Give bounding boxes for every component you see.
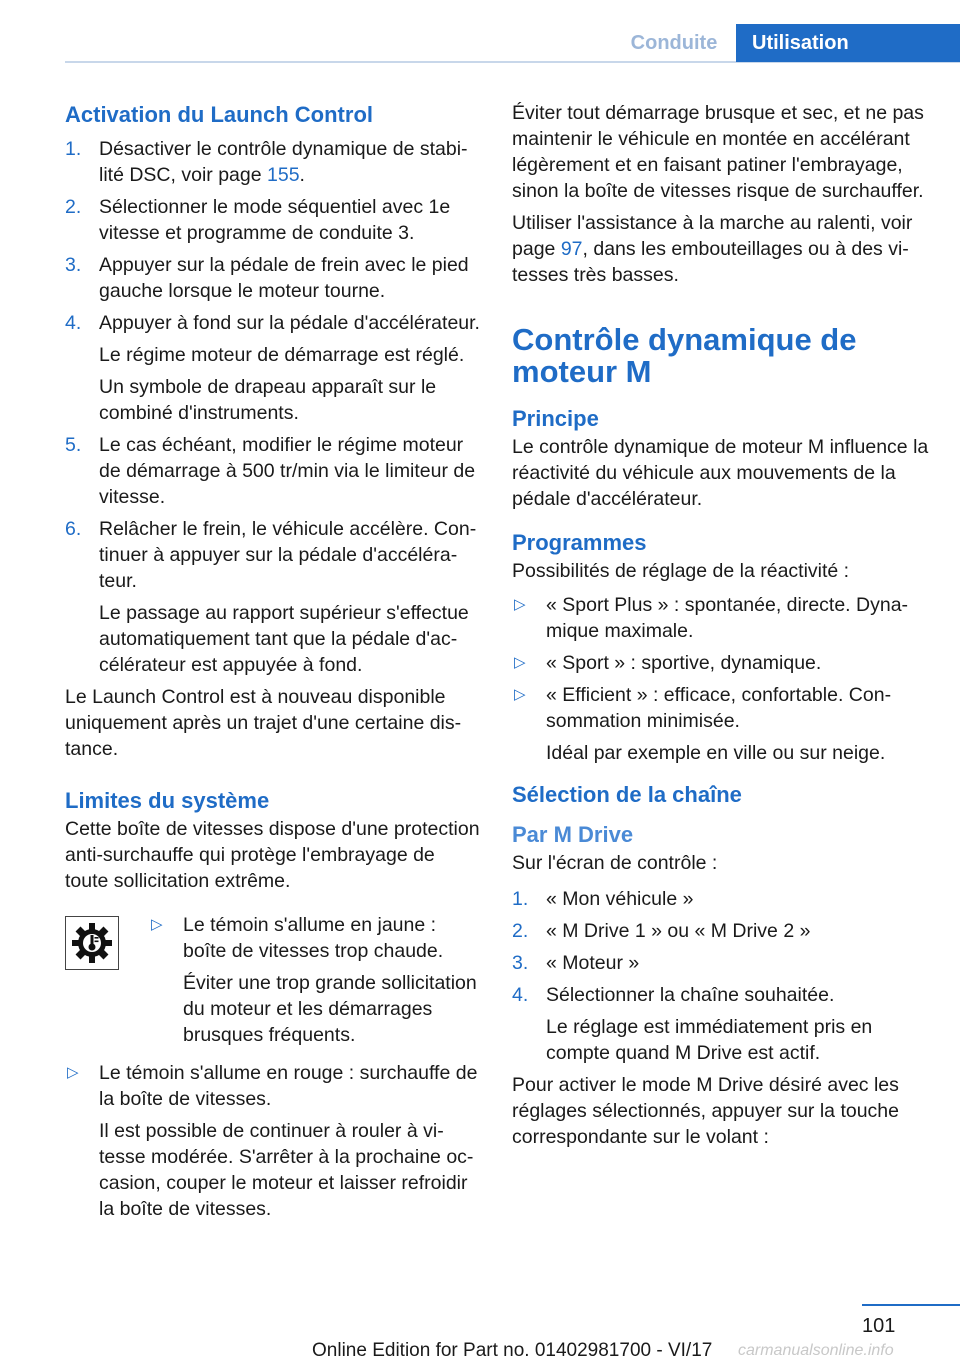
edition-label: Online Edition for Part no. 01402981700 - VI/17: [312, 1340, 713, 1361]
tab-conduite[interactable]: Conduite: [630, 32, 718, 54]
idle-assist-paragraph: [512, 210, 932, 288]
program-text: « Sport » : sportive, dynamique.: [546, 652, 822, 674]
step-number: 2.: [65, 196, 82, 218]
warn-yellow-text: Le témoin s'allume en jaune : boîte de vitesses trop chaude.: [183, 914, 444, 962]
selection-title: Sélection de la chaîne: [512, 782, 742, 807]
triangle-bullet-icon: ▷: [151, 916, 163, 933]
program-text: « Sport Plus » : spontanée, directe. Dynamique maximale.: [546, 594, 909, 642]
footer-rule: [862, 1304, 960, 1306]
watermark: carmanualsonline.info: [738, 1342, 894, 1359]
closing-paragraph: Pour activer le mode M Drive désiré avec les réglages sélectionnés, appuyer sur la touche correspondante sur le volant :: [512, 1074, 899, 1148]
idle-text: Utiliser l'assistance à la marche au ralenti, voir page: [512, 212, 913, 260]
step-text: Appuyer à fond sur la pédale d'accélérateur.: [99, 312, 480, 334]
list-item: [65, 516, 480, 678]
step-text: Le cas échéant, modifier le régime moteur de démarrage à 500 tr/min via le limiteur de vitesse.: [99, 434, 476, 508]
principle-title: Principe: [512, 406, 599, 431]
programs-list: [512, 592, 932, 766]
step-text: Relâcher le frein, le véhicule accélère. Continuer à appuyer sur la pédale d'accélérateur.: [99, 518, 477, 592]
step-text-end: .: [299, 164, 305, 186]
launch-control-title: Activation du Launch Control: [65, 102, 373, 127]
step-text: Sélectionner le mode séquentiel avec 1e vitesse et programme de conduite 3.: [99, 196, 451, 244]
triangle-bullet-icon: ▷: [514, 686, 526, 703]
warn-yellow-note: Éviter une trop grande sollicitation du moteur et les démarrages brusques fréquents.: [183, 972, 477, 1046]
mdrive-steps: [512, 886, 932, 1066]
limits-title: Limites du système: [65, 788, 270, 813]
list-item: [512, 886, 932, 912]
step-text: « Mon véhicule »: [546, 888, 694, 910]
step-note: Le réglage est immédiatement pris en compte quand M Drive est actif.: [546, 1016, 873, 1064]
step-text: Sélectionner la chaîne souhaitée.: [546, 984, 835, 1006]
warning-yellow-block: [65, 912, 480, 1048]
step-text: « Moteur »: [546, 952, 640, 974]
triangle-bullet-icon: ▷: [514, 596, 526, 613]
triangle-bullet-icon: ▷: [514, 654, 526, 671]
step-text: « M Drive 1 » ou « M Drive 2 »: [546, 920, 811, 942]
list-item: [512, 982, 932, 1066]
step-number: 5.: [65, 434, 82, 456]
triangle-bullet-icon: ▷: [67, 1064, 79, 1081]
step-note: Un symbole de drapeau apparaît sur le combiné d'instruments.: [99, 376, 437, 424]
program-text: « Efficient » : efficace, confortable. Consommation minimisée.: [546, 684, 892, 732]
intro-paragraph: Éviter tout démarrage brusque et sec, et ne pas maintenir le véhicule en montée en accélérant légèrement et en faisant patiner l'embrayage, sinon la boîte de vitesses risque de surchauffer.: [512, 102, 924, 202]
list-item: [512, 682, 932, 766]
list-item: [65, 194, 480, 246]
section-title: Contrôle dynamique de moteur M: [512, 322, 857, 389]
warning-red-block: [65, 1060, 480, 1222]
gear-thermometer-icon: [65, 916, 119, 970]
step-note: Le régime moteur de démarrage est réglé.: [99, 344, 465, 366]
step-number: 1.: [65, 138, 82, 160]
left-column: [65, 100, 480, 1228]
step-number: 2.: [512, 920, 529, 942]
list-item: [512, 650, 932, 676]
list-item: [512, 918, 932, 944]
launch-note: Le Launch Control est à nouveau disponible uniquement après un trajet d'une certaine distance.: [65, 686, 462, 760]
step-number: 3.: [65, 254, 82, 276]
right-column: [512, 100, 932, 1156]
page-number: 101: [862, 1315, 896, 1337]
step-number: 3.: [512, 952, 529, 974]
step-number: 4.: [65, 312, 82, 334]
programs-title: Programmes: [512, 530, 647, 555]
list-item: [512, 592, 932, 644]
mdrive-intro: Sur l'écran de contrôle :: [512, 852, 718, 874]
step-note: Le passage au rapport supérieur s'effectue automatiquement tant que la pédale d'accélérateur est appuyée à fond.: [99, 602, 469, 676]
page-link-97[interactable]: 97: [560, 238, 583, 260]
list-item: [65, 1060, 480, 1222]
list-item: [65, 432, 480, 510]
idle-text-end: , dans les embouteillages ou à des vitesses très basses.: [512, 238, 909, 286]
step-number: 6.: [65, 518, 82, 540]
principle-text: Le contrôle dynamique de moteur M influence la réactivité du véhicule aux mouvements de la pédale d'accélérateur.: [512, 436, 929, 510]
step-text: Appuyer sur la pédale de frein avec le pied gauche lorsque le moteur tourne.: [99, 254, 469, 302]
program-note: Idéal par exemple en ville ou sur neige.: [546, 742, 886, 764]
warn-red-note: Il est possible de continuer à rouler à vitesse modérée. S'arrêter à la prochaine occasion, couper le moteur et laisser refroidir la boîte de vitesses.: [99, 1120, 474, 1220]
step-text: Désactiver le contrôle dynamique de stabilité DSC, voir page: [99, 138, 468, 186]
launch-steps: [65, 136, 480, 678]
list-item: [149, 912, 480, 1048]
page-link-155[interactable]: 155: [267, 164, 300, 186]
list-item: [65, 252, 480, 304]
limits-text: Cette boîte de vitesses dispose d'une protection anti-surchauffe qui protège l'embrayage de toute sollicitation extrême.: [65, 818, 480, 892]
programs-intro: Possibilités de réglage de la réactivité :: [512, 560, 850, 582]
list-item: [65, 136, 480, 188]
list-item: [512, 950, 932, 976]
step-number: 4.: [512, 984, 529, 1006]
warn-red-text: Le témoin s'allume en rouge : surchauffe de la boîte de vitesses.: [99, 1062, 478, 1110]
tab-utilisation[interactable]: Utilisation: [736, 24, 960, 62]
list-item: [65, 310, 480, 426]
mdrive-title: Par M Drive: [512, 822, 634, 847]
step-number: 1.: [512, 888, 529, 910]
